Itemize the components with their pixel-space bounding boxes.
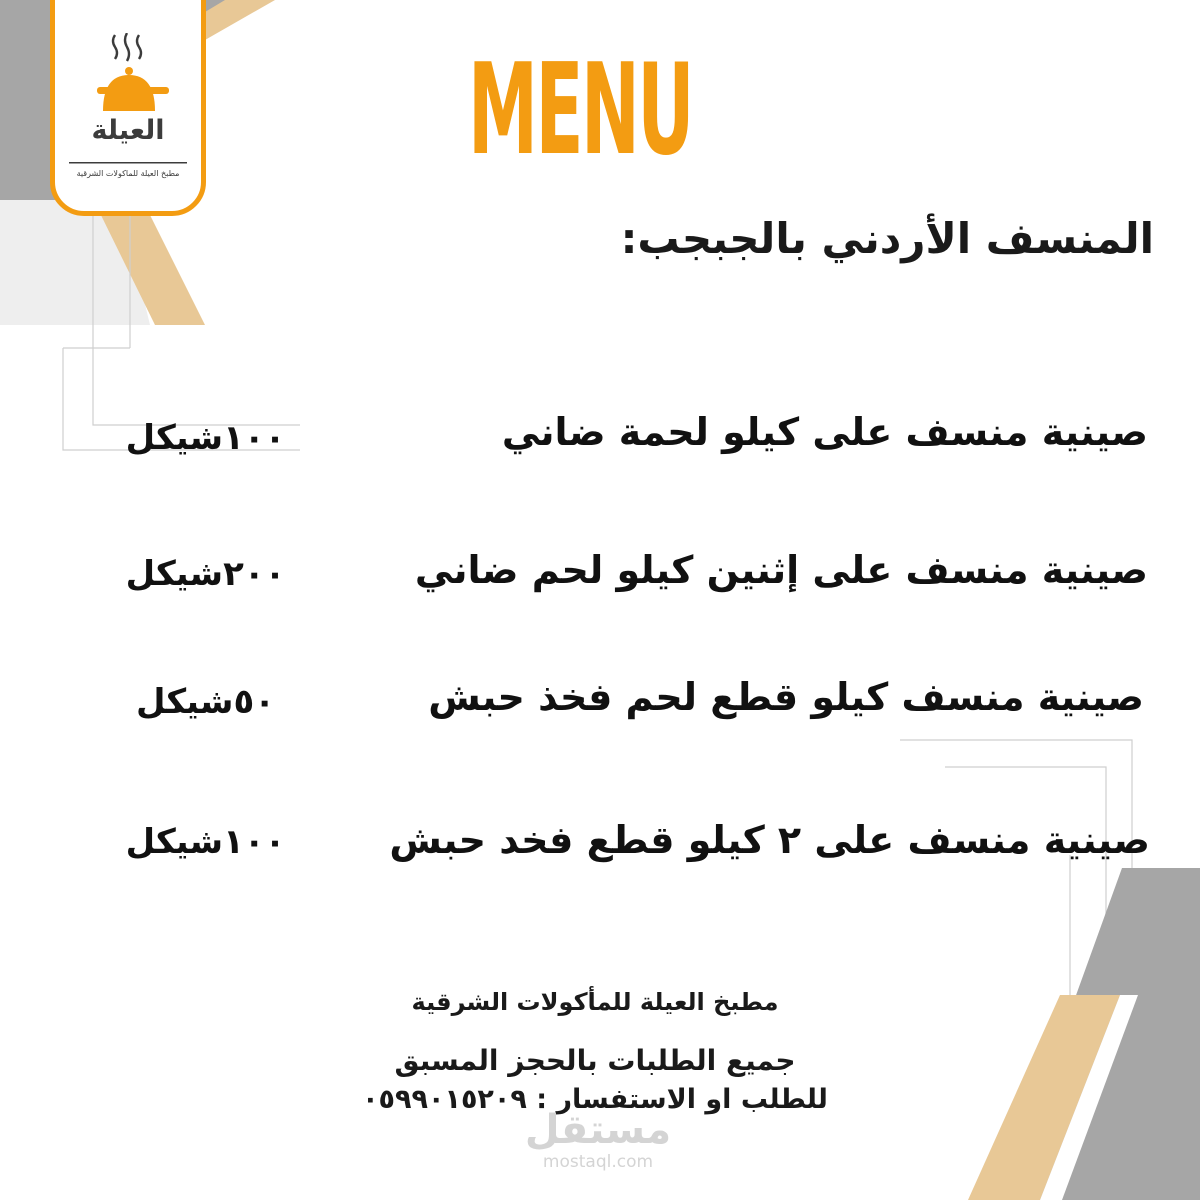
footer-kitchen-name: مطبخ العيلة للمأكولات الشرقية (411, 988, 779, 1016)
watermark-arabic: مستقل (524, 1107, 672, 1153)
logo-name: العيلة (91, 115, 165, 146)
menu-title: MENU (468, 36, 692, 183)
menu-item-price: ١٠٠شيكل (125, 822, 286, 862)
cloche-plate-icon (63, 81, 203, 111)
menu-item-price: ١٠٠شيكل (125, 418, 286, 458)
menu-item-name: صينية منسف على كيلو لحمة ضاني (501, 410, 1148, 454)
watermark (508, 1108, 688, 1172)
menu-item-price: ٢٠٠شيكل (125, 554, 286, 594)
section-heading: المنسف الأردني بالجبجب: (620, 214, 1154, 263)
tan-stripe-top (205, 0, 275, 40)
watermark-url: mostaql.com (542, 1152, 654, 1172)
menu-item-name: صينية منسف على ٢ كيلو قطع فخد حبش (389, 818, 1150, 862)
logo-tagline: مطبخ العيلة للماكولات الشرقية (76, 169, 180, 178)
logo-divider (69, 162, 187, 165)
footer-booking-note: جميع الطلبات بالحجز المسبق (394, 1044, 796, 1077)
footer-contact: للطلب او الاستفسار : ٠٥٩٩٠١٥٢٠٩ (362, 1084, 828, 1115)
menu-item-name: صينية منسف على إثنين كيلو لحم ضاني (414, 548, 1148, 592)
frame-line-right-2 (945, 767, 1106, 1005)
logo-card (50, 0, 206, 216)
menu-item-price: ٥٠شيكل (136, 682, 275, 722)
menu-item-name: صينية منسف كيلو قطع لحم فخذ حبش (428, 675, 1144, 719)
